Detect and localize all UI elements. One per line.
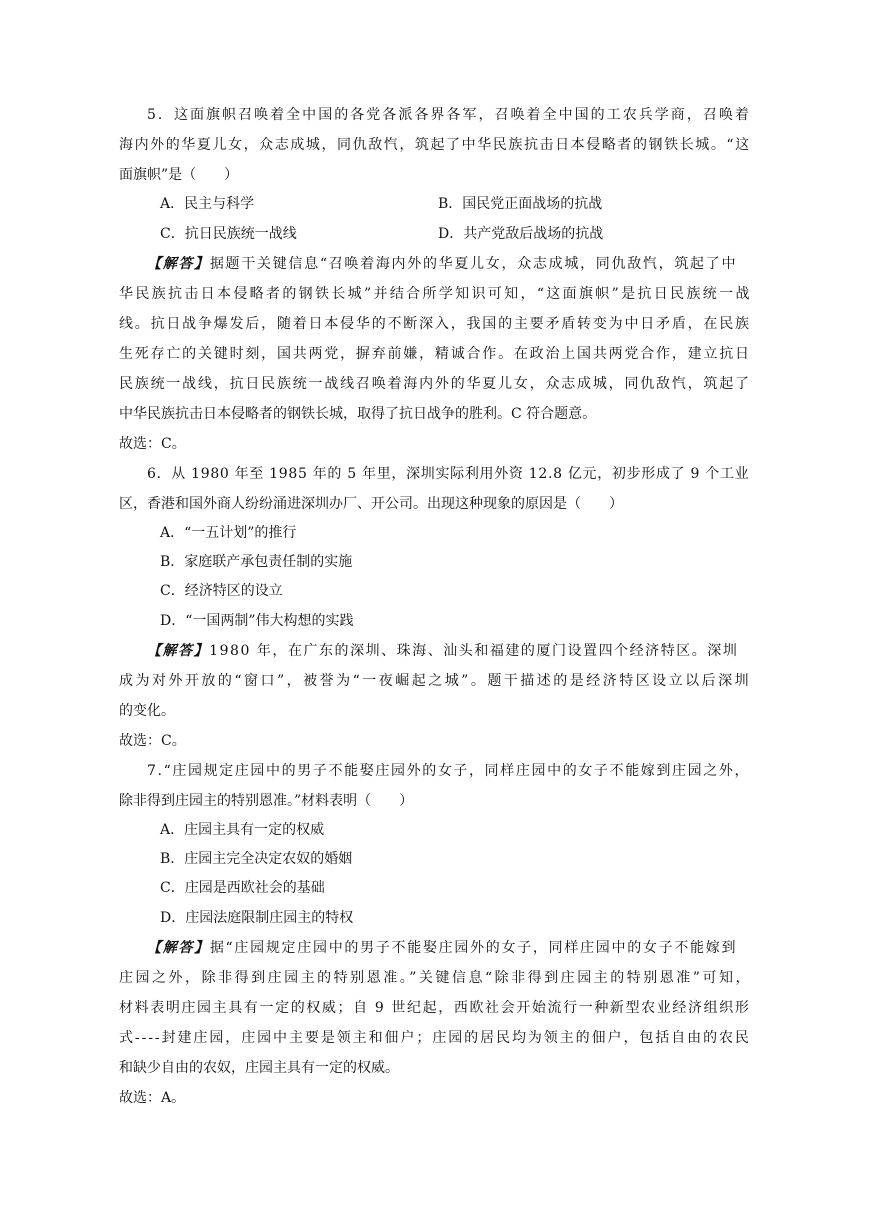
- q7-option-a: A．庄园主具有一定的权威: [160, 822, 325, 838]
- q6-option-d: D．“一国两制”伟大构想的实践: [160, 613, 354, 629]
- q7-answer-line-1: [147, 938, 737, 958]
- q6-answer-line-1: [147, 641, 738, 661]
- q5-option-d: D．共产党敌后战场的抗战: [438, 226, 604, 242]
- q7-option-c: C．庄园是西欧社会的基础: [160, 880, 325, 896]
- q5-answer-line-4: 生死存亡的关键时刻，国共两党，摒弃前嫌，精诚合作。在政治上国共两党合作，建立抗日: [119, 346, 751, 362]
- q5-stem-line-1: 5．这面旗帜召唤着全中国的各党各派各界各军，召唤着全中国的工农兵学商，召唤着: [147, 107, 751, 123]
- q5-choice: 故选：C。: [119, 436, 186, 452]
- q5-option-c: C．抗日民族统一战线: [160, 226, 297, 242]
- q7-answer-line-5: 和缺少自由的农奴，庄园主具有一定的权威。: [119, 1060, 399, 1076]
- q7-option-b: B．庄园主完全决定农奴的婚姻: [160, 851, 353, 867]
- q5-answer-text-1: 据题干关键信息“召唤着海内外的华夏儿女，众志成城，同仇敌忾，筑起了中: [209, 256, 738, 272]
- q7-stem-line-2: 除非得到庄园主的特别恩准。”材料表明（ ）: [119, 793, 414, 809]
- q5-stem-line-2: 海内外的华夏儿女，众志成城，同仇敌忾，筑起了中华民族抗击日本侵略者的钢铁长城。“这: [119, 137, 751, 153]
- q7-answer-tag: 【解答】: [147, 940, 210, 956]
- q6-answer-line-2: 成为对外开放的“窗口”，被誉为“一夜崛起之城”。题干描述的是经济特区设立以后深圳: [119, 673, 752, 689]
- q7-answer-text-1: 据“庄园规定庄园中的男子不能娶庄园外的女子，同样庄园中的女子不能嫁到: [209, 940, 738, 956]
- q5-answer-line-2: 华民族抗击日本侵略者的钢铁长城”并结合所学知识可知，“这面旗帜”是抗日民族统一战: [119, 286, 752, 302]
- q6-stem-line-1: 6．从 1980 年至 1985 年的 5 年里，深圳实际利用外资 12.8 亿元，初步形成了 9 个工业: [147, 466, 750, 482]
- q6-answer-tag: 【解答】: [147, 643, 210, 659]
- q5-stem-line-3: 面旗帜”是（ ）: [119, 167, 239, 183]
- q7-option-d: D．庄园法庭限制庄园主的特权: [160, 910, 354, 926]
- q5-answer-line-3: 线。抗日战争爆发后，随着日本侵华的不断深入，我国的主要矛盾转变为中日矛盾，在民族: [119, 316, 751, 332]
- q6-stem-line-2: 区，香港和国外商人纷纷涌进深圳办厂、开公司。出现这种现象的原因是（ ）: [119, 496, 623, 512]
- q5-answer-line-6: 中华民族抗击日本侵略者的钢铁长城，取得了抗日战争的胜利。C 符合题意。: [119, 406, 597, 422]
- q6-answer-text-1: 1980 年，在广东的深圳、珠海、汕头和福建的厦门设置四个经济特区。深圳: [209, 643, 739, 659]
- q7-choice: 故选：A。: [119, 1090, 186, 1106]
- q6-option-b: B．家庭联产承包责任制的实施: [160, 554, 353, 570]
- q6-option-a: A．“一五计划”的推行: [160, 525, 297, 541]
- q5-answer-line-1: [147, 254, 737, 274]
- q5-option-b: B．国民党正面战场的抗战: [438, 196, 603, 212]
- q5-option-a: A．民主与科学: [160, 196, 255, 212]
- q7-answer-line-4: 式----封建庄园，庄园中主要是领主和佃户；庄园的居民均为领主的佃户，包括自由的农民: [119, 1030, 751, 1046]
- q6-choice: 故选：C。: [119, 733, 186, 749]
- q6-answer-line-3: 的变化。: [119, 703, 175, 719]
- q7-answer-line-2: 庄园之外，除非得到庄园主的特别恩准。”关键信息“除非得到庄园主的特别恩准”可知，: [119, 970, 752, 986]
- q5-answer-tag: 【解答】: [147, 256, 210, 272]
- q6-option-c: C．经济特区的设立: [160, 583, 283, 599]
- q7-answer-line-3: 材料表明庄园主具有一定的权威；自 9 世纪起，西欧社会开始流行一种新型农业经济组织形: [119, 1000, 751, 1016]
- q5-answer-line-5: 民族统一战线，抗日民族统一战线召唤着海内外的华夏儿女，众志成城，同仇敌忾，筑起了: [119, 376, 751, 392]
- q7-stem-line-1: 7.“庄园规定庄园中的男子不能娶庄园外的女子，同样庄园中的女子不能嫁到庄园之外，: [147, 763, 751, 779]
